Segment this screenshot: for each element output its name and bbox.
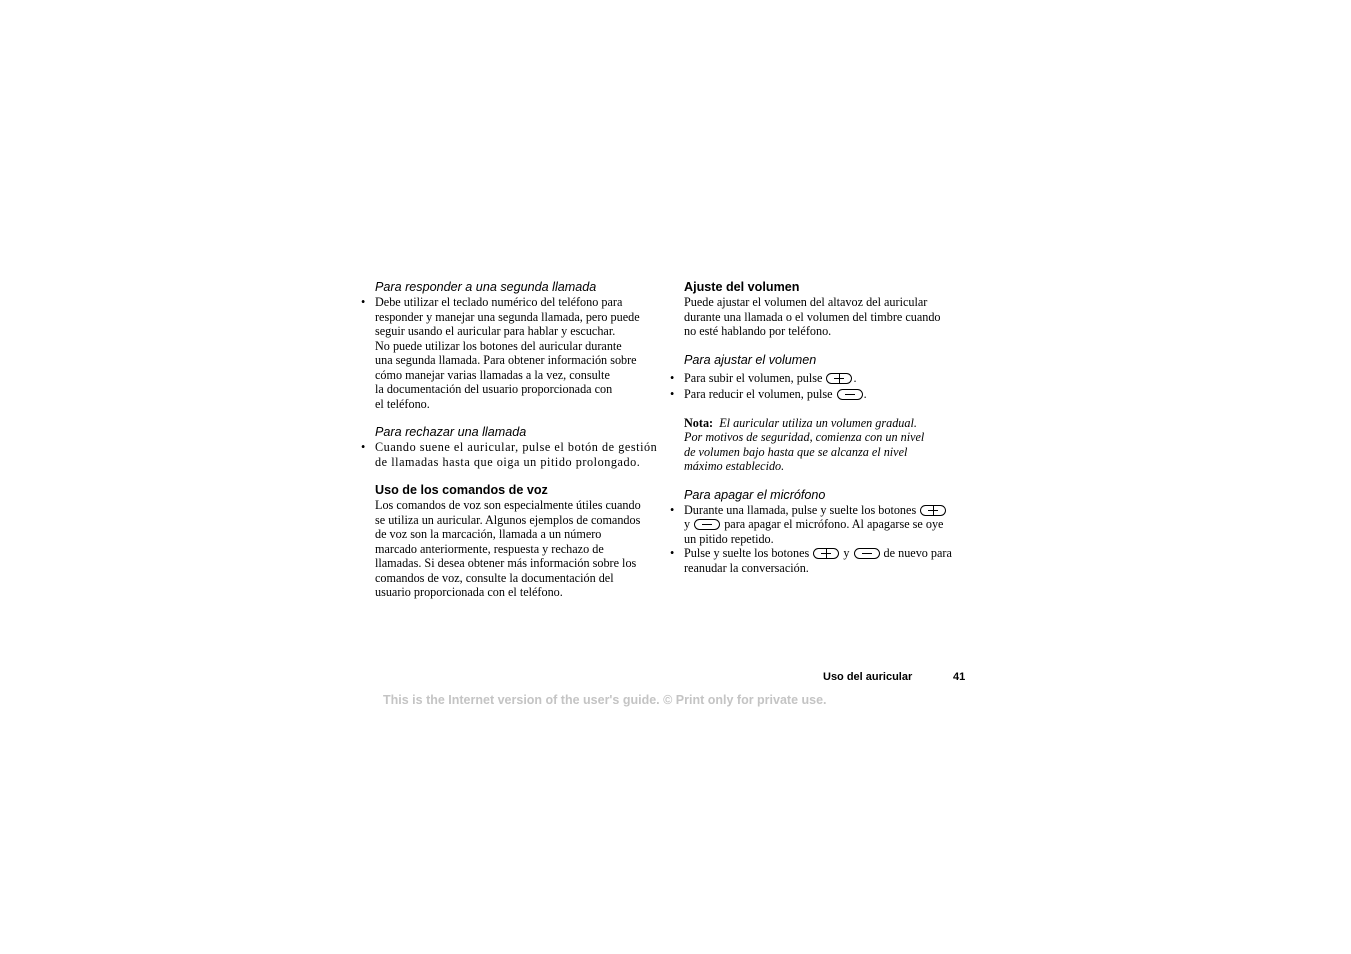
- text-line: marcado anteriormente, respuesta y rechazo de: [375, 541, 604, 556]
- reject-call-bullet: [361, 440, 661, 469]
- right-column: [670, 280, 970, 575]
- text-line: Durante una llamada, pulse y suelte los botones: [684, 503, 970, 518]
- text-line: una segunda llamada. Para obtener información sobre: [375, 353, 637, 367]
- text-line: usuario proporcionada con el teléfono.: [375, 585, 563, 599]
- volume-up-key-icon: [813, 548, 839, 559]
- volume-down-key-icon: [694, 519, 720, 530]
- footer-section-title: Uso del auricular: [823, 671, 913, 683]
- second-call-bullet: [361, 295, 661, 411]
- voice-commands-heading: Uso de los comandos de voz: [375, 483, 548, 497]
- text-line: Por motivos de seguridad, comienza con un nivel: [684, 430, 925, 444]
- volume-up-key-icon: [920, 505, 946, 516]
- raise-volume-bullet: [670, 370, 970, 386]
- text-line: seguir usando el auricular para hablar y escuchar.: [375, 324, 616, 338]
- text-line: de voz son la marcación, llamada a un número: [375, 527, 602, 541]
- lower-volume-text: Para reducir el volumen, pulse: [684, 386, 833, 401]
- text-line: reanudar la conversación.: [684, 560, 809, 575]
- text-line: responder y manejar una segunda llamada, pero puede: [375, 309, 640, 324]
- bullet-dot: •: [670, 502, 675, 517]
- note-label: Nota:: [684, 415, 714, 430]
- text-line: Pulse y suelte los botones y de nuevo para: [684, 546, 952, 560]
- volume-down-key-icon: [854, 548, 880, 559]
- volume-down-key-icon: [837, 389, 863, 400]
- text-line: y para apagar el micrófono. Al apagarse se oye: [684, 517, 944, 531]
- reject-call-heading: Para rechazar una llamada: [375, 425, 527, 439]
- lower-volume-bullet: [670, 386, 970, 402]
- bullet-dot: •: [670, 386, 675, 401]
- text-line: Nota: El auricular utiliza un volumen gradual.: [684, 415, 917, 430]
- text-line: un pitido repetido.: [684, 531, 774, 546]
- text-line: Para reducir el volumen, pulse .: [684, 386, 867, 401]
- adjust-volume-heading: Para ajustar el volumen: [684, 352, 817, 367]
- note-block: [684, 416, 970, 474]
- page-number: 41: [953, 671, 966, 683]
- watermark-notice: This is the Internet version of the user's guide. © Print only for private use.: [383, 693, 827, 707]
- text-line: Debe utilizar el teclado numérico del teléfono para: [375, 295, 623, 309]
- text-line: llamadas. Si desea obtener más información sobre los: [375, 556, 637, 570]
- second-call-heading: Para responder a una segunda llamada: [375, 280, 597, 294]
- text-line: Puede ajustar el volumen del altavoz del auricular: [684, 295, 928, 309]
- left-column: [361, 280, 661, 600]
- text-line: comandos de voz, consulte la documentación del: [375, 570, 614, 585]
- text-line: la documentación del usuario proporcionada con: [375, 382, 613, 396]
- mute-bullet: [670, 503, 970, 547]
- text-line: se utiliza un auricular. Algunos ejemplos de comandos: [375, 512, 641, 527]
- text-line: máximo establecido.: [684, 459, 785, 473]
- volume-paragraph: [684, 295, 970, 339]
- bullet-dot: •: [670, 546, 675, 560]
- bullet-dot: •: [670, 370, 675, 385]
- text-line: No puede utilizar los botones del auricular durante: [375, 338, 622, 353]
- raise-volume-text: Para subir el volumen, pulse: [684, 370, 823, 385]
- text-line: cómo manejar varias llamadas a la vez, consulte: [375, 367, 610, 382]
- volume-heading: Ajuste del volumen: [684, 280, 800, 294]
- bullet-dot: •: [361, 295, 366, 309]
- voice-commands-paragraph: [375, 498, 661, 600]
- text-line: de volumen bajo hasta que se alcanza el nivel: [684, 444, 908, 459]
- text-line: Los comandos de voz son especialmente útiles cuando: [375, 498, 641, 512]
- text-line: Para subir el volumen, pulse .: [684, 370, 857, 385]
- text-line: no esté hablando por teléfono.: [684, 324, 832, 338]
- volume-up-key-icon: [826, 373, 852, 384]
- text-line: durante una llamada o el volumen del timbre cuando: [684, 309, 941, 324]
- text-line: de llamadas hasta que oiga un pitido prolongado.: [375, 454, 641, 469]
- text-line: el teléfono.: [375, 396, 430, 411]
- unmute-bullet: [670, 546, 970, 575]
- bullet-dot: •: [361, 440, 366, 454]
- text-line: Cuando suene el auricular, pulse el botón de gestión: [375, 440, 658, 454]
- mute-heading: Para apagar el micrófono: [684, 487, 826, 502]
